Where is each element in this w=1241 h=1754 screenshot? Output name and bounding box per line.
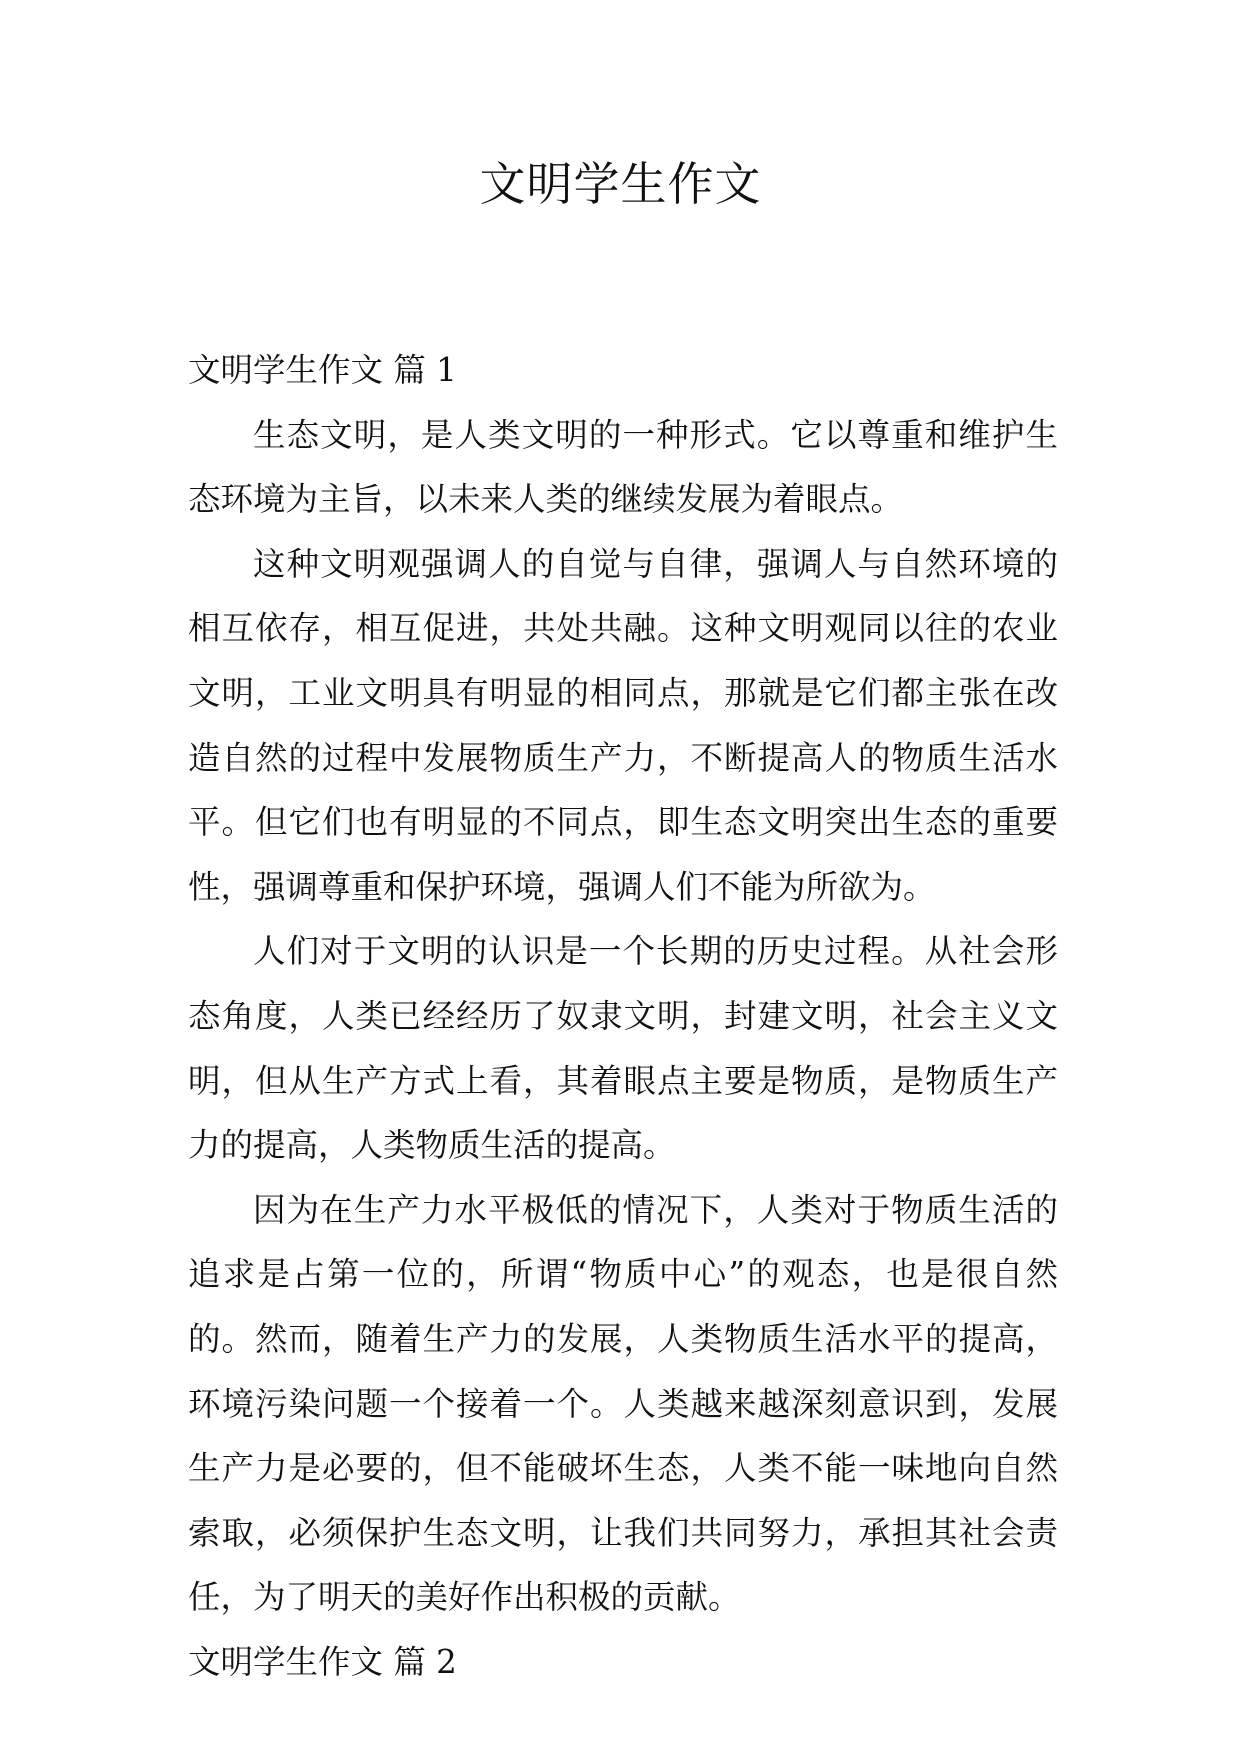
paragraph-4: 因为在生产力水平极低的情况下，人类对于物质生活的追求是占第一位的，所谓“物质中心”的观态，也是很自然的。然而，随着生产力的发展，人类物质生活水平的提高，环境污染问题一个接着一个。人类越来越深刻意识到，发展生产力是必要的，但不能破坏生态，人类不能一味地向自然索取，必须保护生态文明，让我们共同努力，承担其社会责任，为了明天的美好作出积极的贡献。 [188,1190,1058,1617]
document-body [188,338,1058,1694]
paragraph-1: 生态文明，是人类文明的一种形式。它以尊重和维护生态环境为主旨，以未来人类的继续发展为着眼点。 [188,415,1058,519]
paragraph-3: 人们对于文明的认识是一个长期的历史过程。从社会形态角度，人类已经经历了奴隶文明，封建文明，社会主义文明，但从生产方式上看，其着眼点主要是物质，是物质生产力的提高，人类物质生活的提高。 [188,932,1058,1165]
paragraph-2: 这种文明观强调人的自觉与自律，强调人与自然环境的相互依存，相互促进，共处共融。这种文明观同以往的农业文明，工业文明具有明显的相同点，那就是它们都主张在改造自然的过程中发展物质生产力，不断提高人的物质生活水平。但它们也有明显的不同点，即生态文明突出生态的重要性，强调尊重和保护环境，强调人们不能为所欲为。 [188,544,1058,906]
document-title: 文明学生作文 [479,157,762,211]
section-heading-2: 文明学生作文 篇 2 [188,1642,457,1681]
section-heading-1: 文明学生作文 篇 1 [188,351,457,389]
